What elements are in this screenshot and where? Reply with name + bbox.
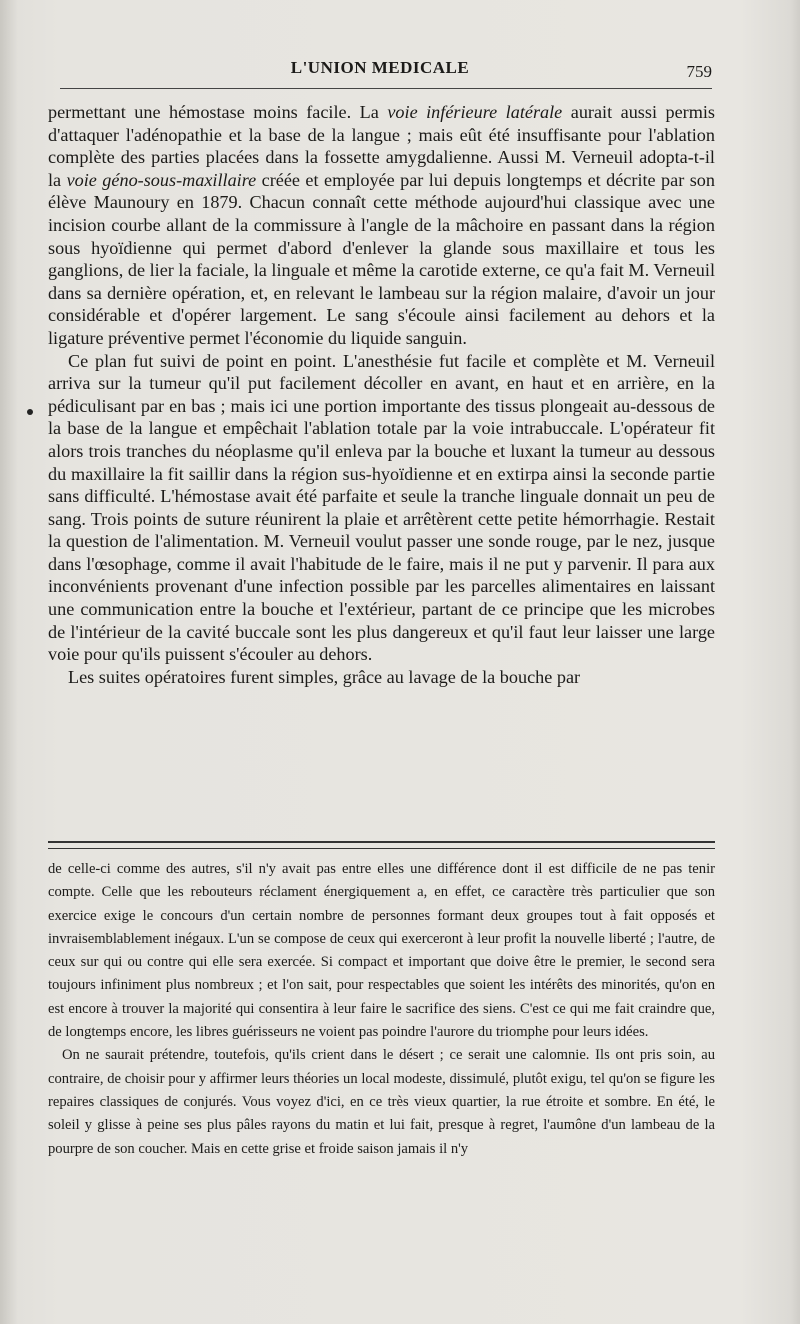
paragraph-1 <box>48 101 715 350</box>
page-number: 759 <box>686 62 712 81</box>
italic-term-voie-geno: voie géno-sous-maxillaire <box>66 169 257 190</box>
margin-mark <box>27 409 33 415</box>
paragraph-1-part-c: créée et employée par lui depuis longtemps et décrite par son élève Maunoury en 1879. Chacun connaît cette méthode aujourd'hui classique avec une incision courbe allant de la commissure à l'angle de la mâchoire en passant dans la région sous hyoïdienne qui permet d'abord d'enlever la glande sous maxillaire et tous les ganglions, de lier la faciale, la linguale et même la carotide externe, ce qu'a fait M. Verneuil dans sa dernière opération, et, en relevant le lambeau sur la région malaire, d'avoir un jour considérable et d'opérer largement. Le sang s'écoule ainsi facilement au dehors et la ligature préventive permet l'économie du liquide sanguin. <box>48 169 715 348</box>
running-title: L'UNION MEDICALE <box>290 58 470 77</box>
main-text <box>48 101 715 688</box>
page-header <box>48 58 712 88</box>
footnote-rule-thick <box>48 841 715 843</box>
paragraph-1-part-a: permettant une hémostase moins facile. La <box>48 102 388 122</box>
italic-term-voie-inferieure: voie inférieure latérale <box>387 102 563 122</box>
footnote-paragraph-1: de celle-ci comme des autres, s'il n'y avait pas entre elles une différence dont il est difficile de ne pas tenir compte. Celle que les rebouteurs réclament énergiquement a, en effet, ce caractère très particulier que son exercice exige le concours d'un certain nombre de personnes formant deux groupes tout à fait opposés et invraisemblablement inégaux. L'un se compose de ceux qui exerceront à leur profit la nouvelle liberté ; l'autre, de ceux sur qui ou contre qui elle sera exercée. Si compact et important que doive être le premier, le second sera toujours infiniment plus nombreux ; et l'on sait, pour respectables que soient les intérêts des minorités, qu'on en est encore à trouver la majorité qui consentira à leur faire le sacrifice des siens. C'est ce qui me fait craindre que, de longtemps encore, les libres guérisseurs ne voient pas poindre l'aurore du triomphe pour leurs idées. <box>48 861 715 1041</box>
footnotes <box>48 858 715 1161</box>
paragraph-2: Ce plan fut suivi de point en point. L'anesthésie fut facile et complète et M. Verneuil arriva sur la tumeur qu'il put facilement décoller en avant, en haut et en arrière, en la pédiculisant par en bas ; mais ici une portion importante des tissus plongeait au-dessous de la base de la langue et empêchait l'ablation totale par la voie intrabuccale. L'opérateur fit alors trois tranches du néoplasme qu'il enleva par la bouche et luxant la tumeur au dessous du maxillaire la fit saillir dans la région sus-hyoïdienne et en extirpa ainsi la seconde partie sans difficulté. L'hémostase avait été parfaite et seule la tranche linguale donnait un peu de sang. Trois points de suture réunirent la plaie et arrêtèrent cette petite hémorrhagie. Restait la question de l'alimentation. M. Verneuil voulut passer une sonde rouge, par le nez, jusque dans l'œsophage, comme il avait l'habitude de le faire, mais il ne put y parvenir. Il para aux inconvénients provenant d'une infection possible par les parcelles alimentaires en laissant une communication entre la bouche et l'extérieur, partant de ce principe que les microbes de l'intérieur de la cavité buccale sont les plus dangereux et qu'il faut leur laisser une large voie pour qu'ils puissent s'écouler au dehors. <box>48 350 715 665</box>
footnote-paragraph-2: On ne saurait prétendre, toutefois, qu'ils crient dans le désert ; ce serait une calomnie. Ils ont pris soin, au contraire, de choisir pour y affirmer leurs théories un local modeste, dissimulé, plutôt exigu, tel qu'on se figure les repaires classiques de conjurés. Vous voyez d'ici, en ce très vieux quartier, la rue étroite et sombre. En été, le soleil y glisse à peine ses plus pâles rayons du matin et lui fait, presque à regret, l'aumône d'un lambeau de la pourpre de son coucher. Mais en cette grise et froide saison jamais il n'y <box>48 1047 715 1157</box>
paragraph-1-part-b: aurait aussi permis d'attaquer l'adénopathie et la base de la langue ; mais eût été insuffisante pour l'ablation complète des parties placées dans la fossette amygdalienne. Aussi M. Verneuil adopta-t-il la <box>48 102 716 190</box>
footnote-rule-thin <box>48 848 715 849</box>
paragraph-3: Les suites opératoires furent simples, grâce au lavage de la bouche par <box>68 666 581 687</box>
header-rule <box>60 88 712 89</box>
